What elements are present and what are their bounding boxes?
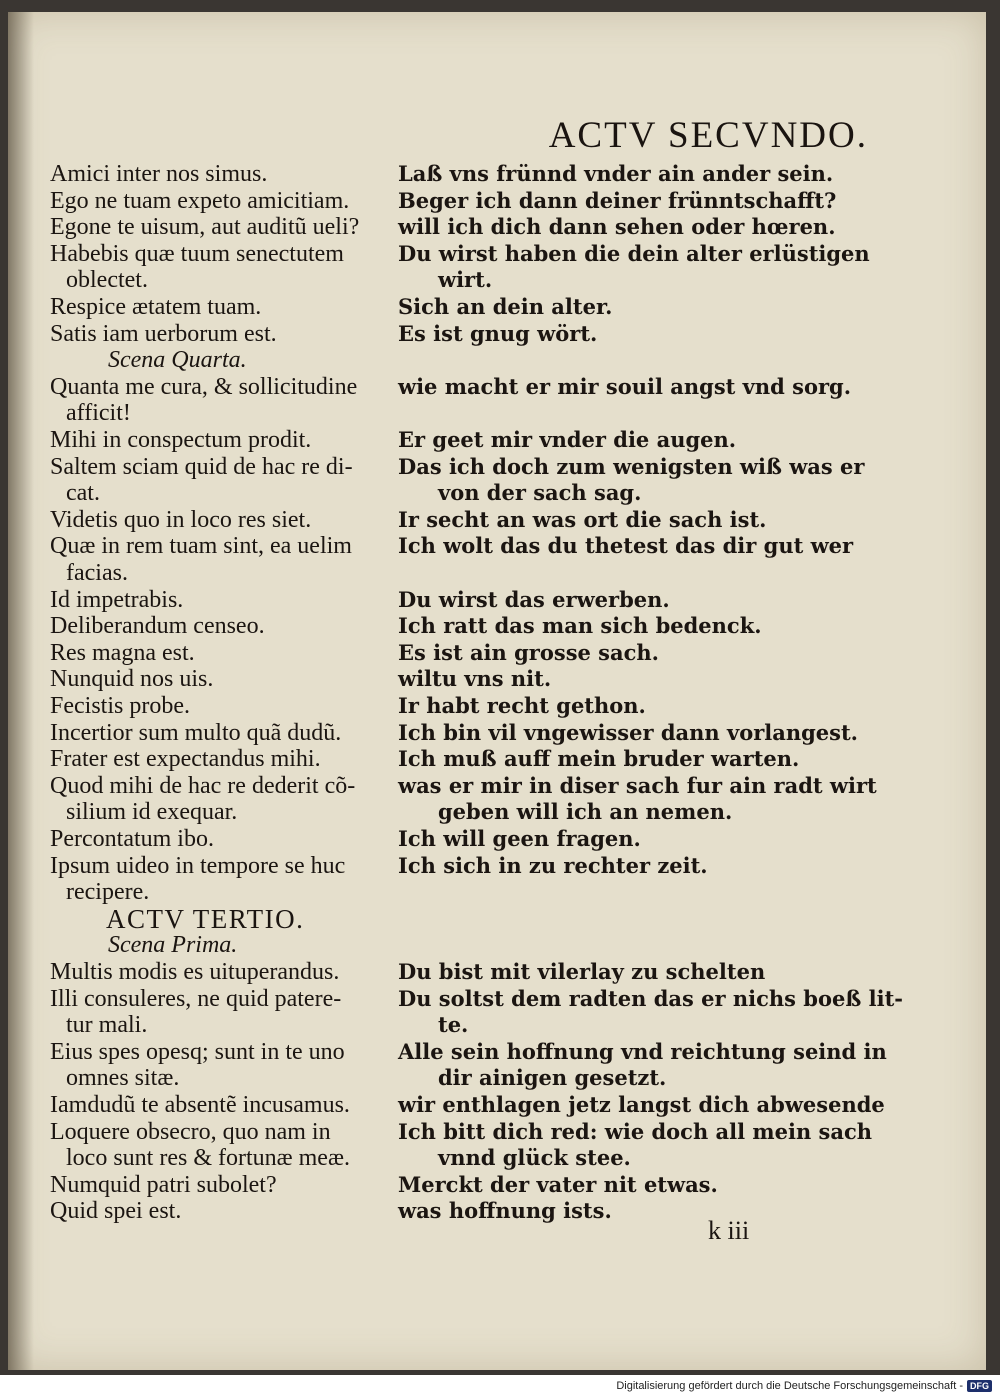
text-row	[8, 532, 986, 562]
german-line: dir ainigen gesetzt.	[438, 1065, 667, 1091]
latin-line: Quod mihi de hac re dederit cõ-	[50, 772, 356, 799]
german-line: Alle sein hoffnung vnd reichtung seind in	[398, 1038, 887, 1064]
act-heading: ACTV TERTIO.	[106, 903, 305, 934]
text-row	[8, 240, 986, 270]
german-line: Du soltst dem radten das er nichs boeß lit-	[398, 985, 903, 1011]
german-line: Beger ich dann deiner frünntschafft?	[398, 187, 837, 213]
german-line: Ich muß auff mein bruder warten.	[398, 746, 800, 772]
german-line: Ich sich in zu rechter zeit.	[398, 852, 708, 878]
latin-line: Eius spes opesq; sunt in te uno	[50, 1038, 345, 1065]
german-line: von der sach sag.	[438, 480, 642, 506]
text-row	[8, 825, 986, 855]
german-line: Ich wolt das du thetest das dir gut wer	[398, 533, 854, 559]
signature-mark: k iii	[708, 1216, 750, 1245]
text-row	[8, 692, 986, 722]
latin-line: Incertior sum multo quã dudũ.	[50, 719, 342, 746]
text-row	[8, 426, 986, 456]
latin-line: Percontatum ibo.	[50, 826, 214, 852]
text-row	[8, 559, 986, 589]
german-line: te.	[438, 1012, 469, 1038]
german-line: Ich bin vil vngewisser dann vorlangest.	[398, 719, 858, 745]
german-line: Ir habt recht gethon.	[398, 693, 646, 718]
german-line: Es ist gnug wört.	[398, 320, 598, 346]
text-row	[8, 586, 986, 616]
text-row	[8, 1118, 986, 1148]
latin-line: Quid spei est.	[50, 1198, 182, 1225]
text-row	[8, 320, 986, 350]
text-row	[8, 612, 986, 642]
latin-line: recipere.	[66, 879, 150, 906]
german-line: Es ist ain grosse sach.	[398, 639, 659, 665]
german-line: vnnd glück stee.	[438, 1145, 631, 1171]
latin-line: Res magna est.	[50, 639, 195, 666]
page-heading: ACTV SECVNDO.	[548, 115, 868, 156]
latin-line: facias.	[66, 560, 128, 586]
text-row	[8, 1197, 986, 1227]
latin-line: Illi consuleres, ne quid patere-	[50, 985, 342, 1012]
latin-line: Iamdudũ te absentẽ incusamus.	[50, 1092, 350, 1118]
german-line: Ir secht an was ort die sach ist.	[398, 506, 767, 532]
german-line: Er geet mir vnder die augen.	[398, 427, 737, 452]
text-row	[8, 160, 986, 190]
text-row	[8, 1038, 986, 1068]
text-row	[8, 1011, 986, 1041]
book-page	[8, 12, 986, 1370]
text-row	[8, 346, 986, 376]
text-row	[8, 1091, 986, 1121]
text-row	[8, 852, 986, 882]
german-line: Sich an dein alter.	[398, 294, 613, 319]
scene-heading: Scena Quarta.	[108, 347, 247, 374]
german-line: Du bist mit vilerlay zu schelten	[398, 959, 766, 984]
text-row	[8, 719, 986, 749]
latin-line: Numquid patri subolet?	[50, 1171, 277, 1198]
latin-line: silium id exequar.	[66, 799, 238, 826]
latin-line: Ego ne tuam expeto amicitiam.	[50, 187, 350, 214]
german-line: was er mir in diser sach fur ain radt wirt	[398, 772, 877, 798]
text-row	[8, 985, 986, 1015]
latin-line: Respice ætatem tuam.	[50, 294, 262, 320]
latin-line: Frater est expectandus mihi.	[50, 746, 321, 773]
text-row	[8, 213, 986, 243]
dfg-logo: DFG	[967, 1380, 992, 1392]
latin-line: Amici inter nos simus.	[50, 161, 268, 187]
latin-line: afficit!	[66, 400, 131, 427]
latin-line: Fecistis probe.	[50, 693, 190, 719]
text-row	[8, 639, 986, 669]
text-row	[8, 745, 986, 775]
text-row	[8, 373, 986, 403]
text-row	[8, 479, 986, 509]
german-line: wie macht er mir souil angst vnd sorg.	[398, 373, 852, 399]
latin-line: oblectet.	[66, 267, 148, 294]
latin-line: Loquere obsecro, quo nam in	[50, 1118, 331, 1145]
latin-line: Quæ in rem tuam sint, ea uelim	[50, 533, 352, 560]
text-row	[8, 266, 986, 296]
digitization-footer	[616, 1380, 992, 1392]
german-line: Ich will geen fragen.	[398, 826, 641, 851]
latin-line: Id impetrabis.	[50, 586, 184, 613]
latin-line: omnes sitæ.	[66, 1065, 180, 1092]
german-line: was hoffnung ists.	[398, 1198, 612, 1224]
latin-line: Habebis quæ tuum senectutem	[50, 240, 344, 267]
german-line: Du wirst haben die dein alter erlüstigen	[398, 240, 870, 266]
latin-line: tur mali.	[66, 1012, 148, 1039]
text-row	[8, 453, 986, 483]
text-row	[8, 1144, 986, 1174]
latin-line: Deliberandum censeo.	[50, 613, 265, 640]
latin-line: Videtis quo in loco res siet.	[50, 506, 312, 533]
latin-line: Ipsum uideo in tempore se huc	[50, 852, 346, 879]
text-row	[8, 798, 986, 828]
text-row	[8, 905, 986, 935]
latin-line: Quanta me cura, & sollicitudine	[50, 373, 358, 400]
latin-line: loco sunt res & fortunæ meæ.	[66, 1145, 350, 1172]
latin-line: Satis iam uerborum est.	[50, 320, 277, 347]
latin-line: Saltem sciam quid de hac re di-	[50, 453, 353, 480]
text-row	[8, 506, 986, 536]
text-row	[8, 293, 986, 323]
latin-line: Nunquid nos uis.	[50, 666, 214, 693]
latin-line: Egone te uisum, aut auditũ ueli?	[50, 214, 360, 241]
german-line: Laß vns frünnd vnder ain ander sein.	[398, 161, 834, 186]
text-row	[8, 1171, 986, 1201]
german-line: Ich ratt das man sich bedenck.	[398, 613, 762, 639]
text-row	[8, 1064, 986, 1094]
text-row	[8, 931, 986, 961]
german-line: wir enthlagen jetz langst dich abwesende	[398, 1092, 885, 1117]
german-line: wiltu vns nit.	[398, 666, 552, 692]
german-line: Das ich doch zum wenigsten wiß was er	[398, 453, 865, 479]
latin-line: Mihi in conspectum prodit.	[50, 427, 312, 453]
latin-line: Multis modis es uituperandus.	[50, 959, 340, 985]
german-line: geben will ich an nemen.	[438, 799, 733, 825]
german-line: Ich bitt dich red: wie doch all mein sach	[398, 1118, 873, 1144]
german-line: Merckt der vater nit etwas.	[398, 1171, 718, 1197]
text-row	[8, 399, 986, 429]
footer-text: Digitalisierung gefördert durch die Deutsche Forschungsgemeinschaft -	[616, 1380, 963, 1392]
scene-heading: Scena Prima.	[108, 932, 238, 959]
german-line: will ich dich dann sehen oder hœren.	[398, 214, 836, 240]
latin-line: cat.	[66, 480, 100, 507]
text-row	[8, 772, 986, 802]
text-row	[8, 665, 986, 695]
german-line: Du wirst das erwerben.	[398, 586, 670, 612]
text-row	[8, 187, 986, 217]
text-row	[8, 958, 986, 988]
german-line: wirt.	[438, 267, 493, 293]
